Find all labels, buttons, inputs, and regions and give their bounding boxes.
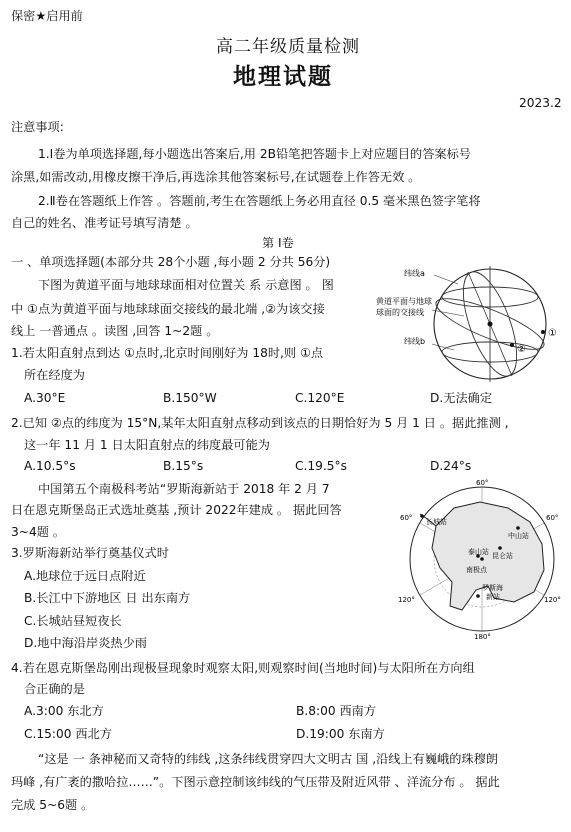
notice-heading: 注意事项: <box>11 120 64 134</box>
q3-option-d: D.地中海沿岸炎热少雨 <box>24 636 147 650</box>
intro-2-line-2: 日在恩克斯堡岛正式选址奠基 ,预计 2022年建成 。 据此回答 <box>11 503 342 517</box>
q4-option-a: A.3:00 东北方 <box>24 704 104 718</box>
part-heading: 一 、单项选择题(本部分共 28个小题 ,每小题 2 分共 56分) <box>11 255 331 269</box>
subject-title: 地理试题 <box>233 64 333 90</box>
zhongshan-station-label: 中山站 <box>508 532 529 540</box>
confidentiality-label: 保密★启用前 <box>11 9 83 23</box>
antarctica-map-figure <box>396 478 568 640</box>
intro-3-line-1: “这是 一 条神秘而又奇特的纬线 ,这条纬线贯穿四大文明古 国 ,沿线上有巍峨的珠穆朗 <box>38 752 498 766</box>
south-pole-marker <box>480 557 484 561</box>
notice-item-2-line-2: 自己的姓名、准考证号填写清楚 。 <box>11 216 198 230</box>
q1-stem-line-2: 所在经度为 <box>24 368 85 382</box>
volume-heading: 第 Ⅰ卷 <box>262 236 294 250</box>
notice-item-1-line-1: 1.Ⅰ卷为单项选择题,每小题选出答案后,用 2B铅笔把答题卡上对应题目的答案标号 <box>38 147 471 161</box>
q1-option-c: C.120°E <box>295 391 345 405</box>
latitude-a-label: 纬线a <box>404 269 425 278</box>
q4-option-b: B.8:00 西南方 <box>296 704 377 718</box>
q2-stem-line-2: 这一年 11 月 1 日太阳直射点的纬度最可能为 <box>24 438 270 452</box>
label-top-60: 60° <box>476 479 489 487</box>
intro-3-line-2: 玛峰 ,有广袤的撒哈拉……”。下图示意控制该纬线的气压带及附近风带 、洋流分布 。 据此 <box>11 775 500 789</box>
plane-label-line-1: 黄道平面与地球 <box>376 297 432 306</box>
q1-option-a: A.30°E <box>24 391 66 405</box>
ross-sea-new-station-marker <box>476 594 480 598</box>
notice-item-1-line-2: 涂黑,如需改动,用橡皮擦干净后,再选涂其他答案标号,在试题卷上作答无效 。 <box>11 170 421 184</box>
ross-sea-new-station-label-2: 新站 <box>486 593 500 601</box>
q2-stem-line-1: 2.已知 ②点的纬度为 15°N,某年太阳直射点移动到该点的日期恰好为 5 月 1 日 。据此推测 , <box>11 416 509 430</box>
latitude-b-label: 纬线b <box>404 337 426 346</box>
label-bottom-180: 180° <box>474 633 491 640</box>
q1-option-b: B.150°W <box>163 391 217 405</box>
q3-stem: 3.罗斯海新站举行奠基仪式时 <box>11 546 169 560</box>
intro-3-line-3: 完成 5~6题 。 <box>11 798 94 812</box>
notice-item-2-line-1: 2.Ⅱ卷在答题纸上作答 。答题前,考生在答题纸上务必用直径 0.5 毫米黑色签字笔将 <box>38 194 481 208</box>
q4-option-d: D.19:00 东南方 <box>296 727 385 741</box>
zhongshan-station-marker <box>516 526 520 530</box>
kunlun-station-label: 昆仑站 <box>492 552 513 560</box>
intro-1-line-3: 线上 一普通点 。读图 ,回答 1~2题 。 <box>11 324 219 338</box>
q1-stem-line-1: 1.若太阳直射点到达 ①点时,北京时间刚好为 18时,则 ①点 <box>11 346 324 360</box>
q3-option-b: B.长江中下游地区 日 出东南方 <box>24 591 191 605</box>
q3-option-c: C.长城站昼短夜长 <box>24 614 122 628</box>
q4-option-c: C.15:00 西北方 <box>24 727 112 741</box>
great-wall-station-marker <box>420 514 424 518</box>
leader-a <box>434 275 458 284</box>
q1-option-d: D.无法确定 <box>430 391 493 405</box>
q2-option-d: D.24°s <box>430 459 472 473</box>
label-right-60: 60° <box>546 514 559 522</box>
intro-1-line-1: 下图为黄道平面与地球球面相对位置关 系 示意图 。 图 <box>38 278 334 292</box>
intro-2-line-1: 中国第五个南极科考站“罗斯海新站于 2018 年 2 月 7 <box>38 482 330 496</box>
q3-option-a: A.地球位于远日点附近 <box>24 569 146 583</box>
south-pole-label: 南极点 <box>466 566 487 574</box>
ross-sea-new-station-label-1: 罗斯海 <box>482 584 503 592</box>
ecliptic-globe-figure <box>372 262 568 386</box>
label-left-120: 120° <box>398 596 415 604</box>
kunlun-station-marker <box>498 546 502 550</box>
point-1-marker <box>541 330 545 334</box>
great-wall-station-label: 长城站 <box>426 518 447 526</box>
exam-title: 高二年级质量检测 <box>216 37 360 57</box>
taishan-station-label: 泰山站 <box>468 548 489 556</box>
plane-label-line-2: 球面的交接线 <box>376 308 424 317</box>
label-left-60: 60° <box>400 514 413 522</box>
exam-date: 2023.2 <box>519 96 562 110</box>
intro-2-line-3: 3~4题 。 <box>11 525 65 539</box>
q2-option-b: B.15°s <box>163 459 204 473</box>
point-2-marker <box>510 343 514 347</box>
earth-center <box>488 322 493 327</box>
point-2-label: ② <box>517 344 526 355</box>
q2-option-c: C.19.5°s <box>295 459 347 473</box>
q4-stem-line-1: 4.若在恩克斯堡岛刚出现极昼现象时观察太阳,则观察时间(当地时间)与太阳所在方向组 <box>11 661 475 675</box>
q2-option-a: A.10.5°s <box>24 459 76 473</box>
intro-1-line-2: 中 ①点为黄道平面与地球球面交接线的最北端 ,②为该交接 <box>11 302 325 316</box>
leader-plane <box>432 310 464 316</box>
label-right-120: 120° <box>544 596 561 604</box>
leader-b <box>432 344 454 350</box>
q4-stem-line-2: 合正确的是 <box>24 682 85 696</box>
point-1-label: ① <box>548 328 557 339</box>
